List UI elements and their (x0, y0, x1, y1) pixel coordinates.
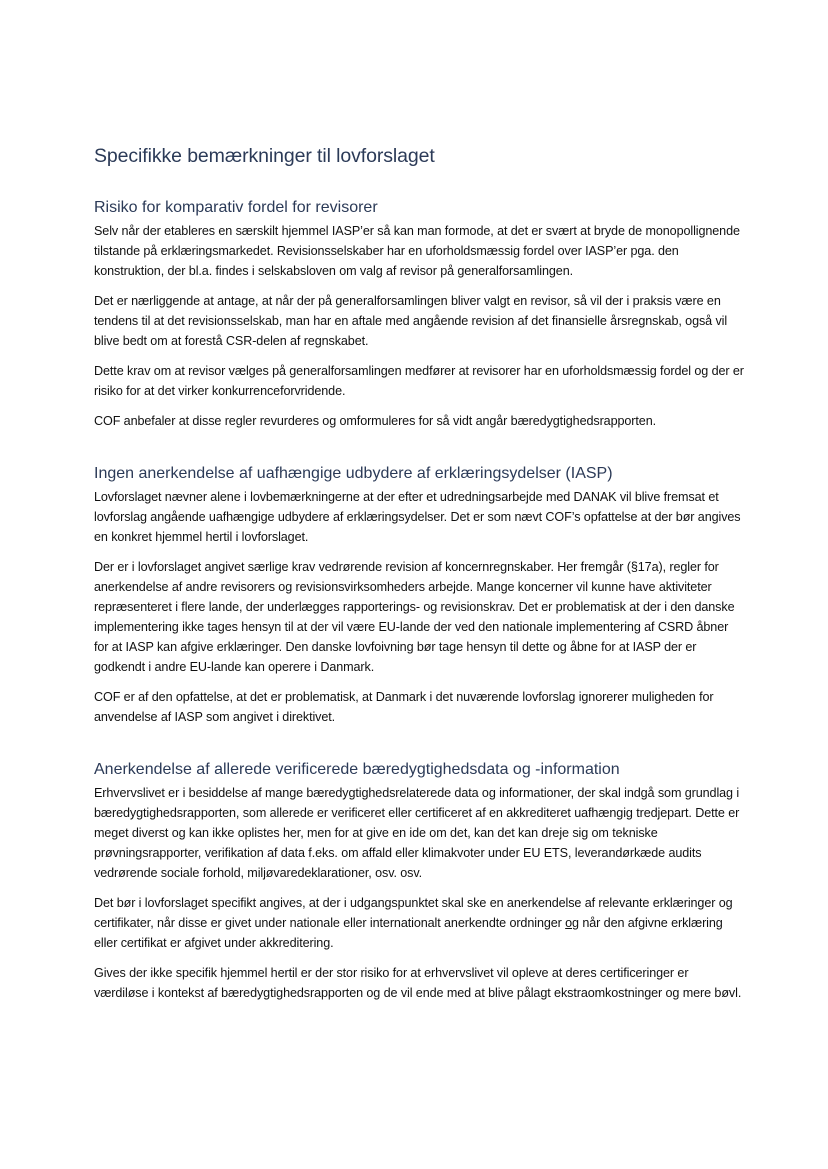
paragraph: Erhvervslivet er i besiddelse af mange bæredygtighedsrelaterede data og informationer, der skal indgå som grundlag i bæredygtighedsrapporten, som allerede er verificeret eller certificeret af en akkrediteret uafhængig tredjepart. Dette er meget diverst og kan ikke oplistes her, men for at give en ide om det, kan det kan dreje sig om tekniske prøvningsrapporter, verifikation af data f.eks. om affald eller klimakvoter under EU ETS, leverandørkæde audits vedrørende sociale forhold, miljøvaredeklarationer, osv. osv. (94, 786, 740, 880)
section-risk (94, 198, 744, 431)
paragraph: COF er af den opfattelse, at det er problematisk, at Danmark i det nuværende lovforslag ignorerer muligheden for anvendelse af IASP som angivet i direktivet. (94, 690, 714, 724)
paragraph-text: når den afgivne erklæring eller certifikat er afgivet under akkreditering. (94, 916, 723, 950)
paragraph: Dette krav om at revisor vælges på generalforsamlingen medfører at revisorer har en uforholdsmæssig fordel og der er risiko for at det virker konkurrenceforvridende. (94, 364, 744, 398)
paragraph: Gives der ikke specifik hjemmel hertil er der stor risiko for at erhvervslivet vil opleve at deres certificeringer er værdiløse i kontekst af bæredygtighedsrapporten og de vil ende med at blive pålagt ekstraomkostninger og mere bøvl. (94, 966, 742, 1000)
paragraph: Det er nærliggende at antage, at når der på generalforsamlingen bliver valgt en revisor, så vil der i praksis være en tendens til at det revisionsselskab, man har en aftale med angående revision af det finansielle årsregnskab, også vil blive bedt om at forestå CSR-delen af regnskabet. (94, 294, 728, 348)
section-heading-risk: Risiko for komparativ fordel for revisorer (94, 199, 378, 216)
section-heading-iasp: Ingen anerkendelse af uafhængige udbydere af erklæringsydelser (IASP) (94, 465, 613, 482)
underlined-word: og (565, 916, 579, 930)
paragraph-text: Det bør i lovforslaget specifikt angives, at der i udgangspunktet skal ske en anerkendelse af relevante erklæringer og certifikater, når disse er givet under nationale eller internationalt anerkendte ordninger (94, 896, 733, 930)
section-verified-data (94, 760, 744, 1003)
page-title: Specifikke bemærkninger til lovforslaget (94, 145, 435, 167)
paragraph: Selv når der etableres en særskilt hjemmel IASP’er så kan man formode, at det er svært at bryde de monopollignende tilstande på erklæringsmarkedet. Revisionsselskaber har en uforholdsmæssig fordel over IASP’er pga. den konstruktion, der bl.a. findes i selskabsloven om valg af revisor på generalforsamlingen. (94, 224, 740, 278)
paragraph (94, 893, 744, 953)
section-heading-verified-data: Anerkendelse af allerede verificerede bæredygtighedsdata og -information (94, 761, 620, 778)
paragraph: COF anbefaler at disse regler revurderes og omformuleres for så vidt angår bæredygtighedsrapporten. (94, 414, 657, 428)
paragraph: Der er i lovforslaget angivet særlige krav vedrørende revision af koncernregnskaber. Her fremgår (§17a), regler for anerkendelse af andre revisorers og revisionsvirksomheders arbejde. Mange koncerner vil kunne have aktiviteter repræsenteret i flere lande, der underlægges rapporterings- og revisionskrav. Det er problematisk at der i den danske implementering ikke tages hensyn til at der vil være EU-lande der ved den nationale implementering af CSRD åbner for at IASP kan afgive erklæringer. Den danske lovfoivning bør tage hensyn til dette og åbne for at IASP der er godkendt i andre EU-lande kan operere i Danmark. (94, 560, 735, 674)
document-page (94, 145, 744, 1013)
section-iasp (94, 464, 744, 727)
paragraph: Lovforslaget nævner alene i lovbemærkningerne at der efter et udredningsarbejde med DANAK vil blive fremsat et lovforslag angående uafhængige udbydere af erklæringsydelser. Det er som nævt COF’s opfattelse at der bør angives en konkret hjemmel hertil i lovforslaget. (94, 490, 741, 544)
